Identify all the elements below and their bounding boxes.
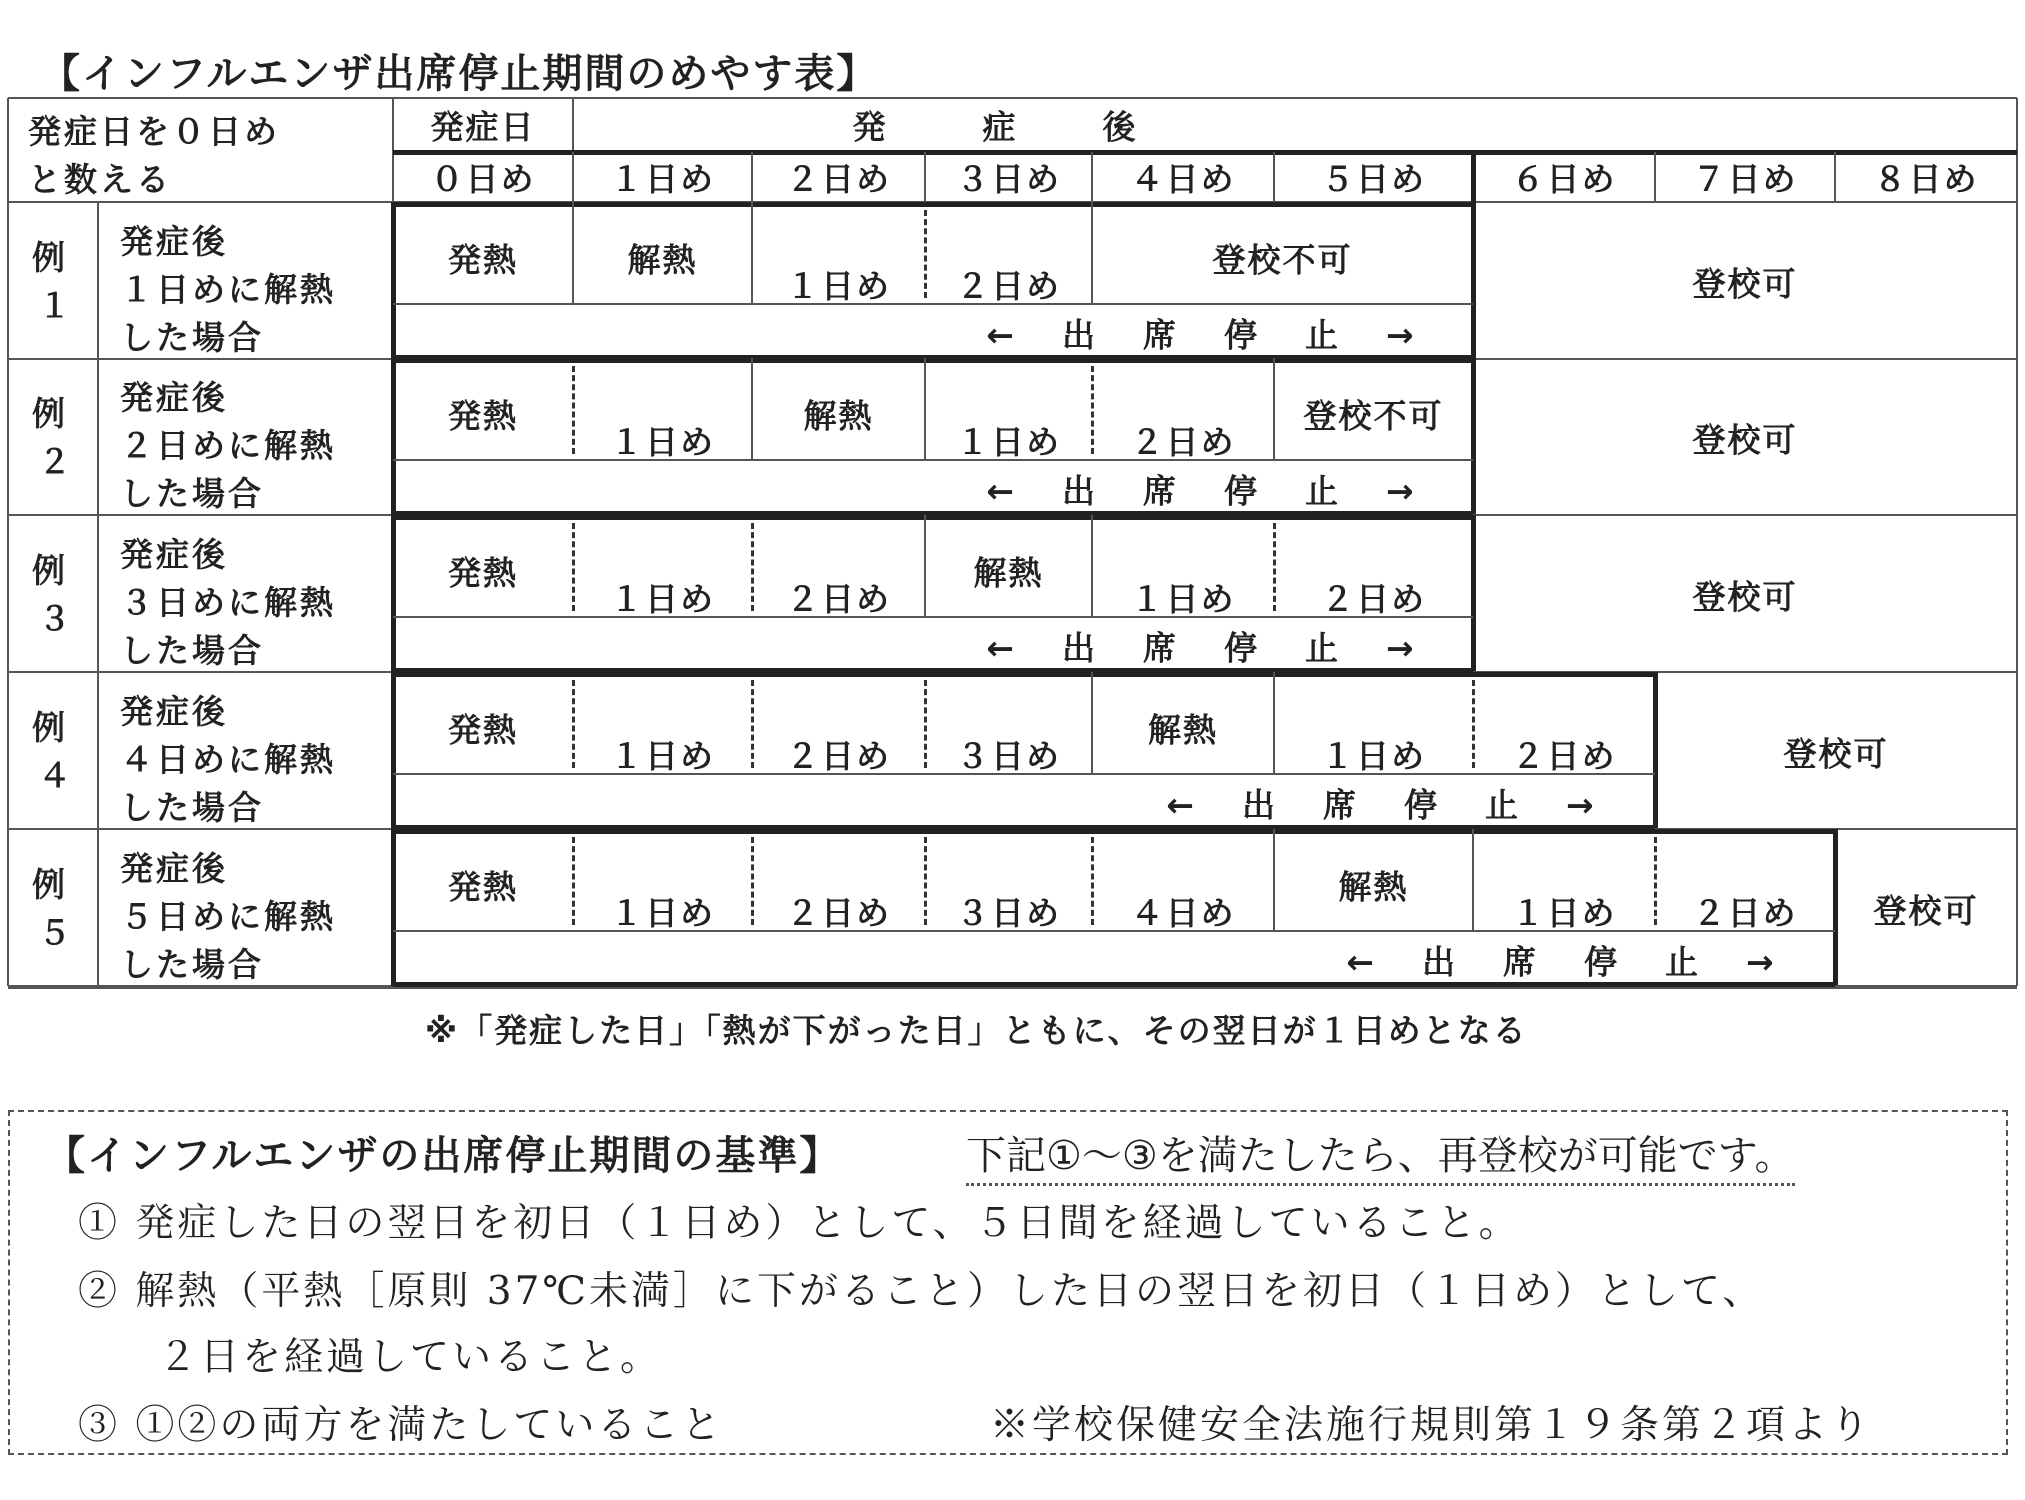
table-footnote: ※「発症した日」「熱が下がった日」ともに、その翌日が１日めとなる <box>425 1011 1528 1050</box>
example-number: ３ <box>38 599 74 638</box>
table-top-border <box>8 97 2017 99</box>
grid-line <box>1273 152 1275 202</box>
dashed-divider <box>1654 837 1657 925</box>
grid-line <box>1473 358 2017 360</box>
arrow-text: 停 <box>1224 471 1257 511</box>
timeline-cell: ２日め <box>786 579 891 619</box>
dashed-divider <box>751 837 754 925</box>
arrow-text: → <box>1746 942 1774 982</box>
arrow-text: 席 <box>1143 315 1176 355</box>
dashed-divider <box>572 837 575 925</box>
example-description: した場合 <box>120 788 264 827</box>
arrow-text: ← <box>986 315 1014 355</box>
grid-line <box>1091 202 1093 304</box>
example-description: ２日めに解熱 <box>120 426 336 465</box>
timeline-cell: 発熱 <box>448 396 518 436</box>
timeline-cell: ３日め <box>956 893 1061 933</box>
school-ok-label: 登校可 <box>1692 420 1798 460</box>
suspension-arrow <box>962 310 1437 357</box>
example-description: ５日めに解熱 <box>120 897 336 936</box>
timeline-cell: 解熱 <box>627 240 698 280</box>
grid-line <box>751 202 753 304</box>
dashed-divider <box>1273 523 1276 611</box>
grid-line <box>1472 829 1474 931</box>
suspension-box-right <box>1471 202 1476 359</box>
dashed-divider <box>1091 837 1094 925</box>
timeline-cell: １日め <box>956 422 1061 462</box>
grid-line <box>1273 672 1275 774</box>
arrow-text: 出 <box>1062 471 1095 511</box>
row-left-thick <box>391 672 396 829</box>
header-rowlabel-line2: と数える <box>28 160 172 199</box>
criteria-line-3: ２日を経過していること。 <box>158 1335 663 1380</box>
arrow-text: 席 <box>1503 942 1536 982</box>
arrow-text: 出 <box>1422 942 1455 982</box>
arrow-text: 止 <box>1305 628 1338 668</box>
row-left-thick <box>391 515 396 672</box>
timeline-cell: ２日め <box>1692 893 1798 933</box>
timeline-cell: １日め <box>610 579 715 619</box>
example-label: 例 <box>32 238 68 277</box>
criteria-line-2: ② 解熱（平熱［原則 37℃未満］に下がること）した日の翌日を初日（１日め）として、 <box>78 1269 1765 1314</box>
timeline-cell: ２日め <box>1511 736 1617 776</box>
arrow-text: 席 <box>1143 628 1176 668</box>
criteria-title: 【インフルエンザの出席停止期間の基準】 <box>45 1133 842 1179</box>
dashed-divider <box>751 680 754 768</box>
suspension-box-right <box>1653 672 1658 829</box>
timeline-cell: 解熱 <box>973 553 1044 593</box>
suspension-box-top <box>393 202 1473 207</box>
criteria-note: 下記①～③を満たしたら、再登校が可能です。 <box>966 1124 1795 1186</box>
page-title: 【インフルエンザ出席停止期間のめやす表】 <box>40 51 879 97</box>
timeline-cell: 解熱 <box>1338 867 1409 907</box>
example-number: ５ <box>38 913 74 952</box>
arrow-text: 出 <box>1242 785 1275 825</box>
row-number-divider <box>97 829 99 986</box>
header-after-onset-char: 症 <box>982 107 1018 147</box>
suspension-box-right <box>1833 829 1838 986</box>
header-onset-day: 発症日 <box>430 107 536 147</box>
timeline-cell: 発熱 <box>448 553 518 593</box>
grid-line <box>1273 358 1275 460</box>
header-day-8: ８日め <box>1873 159 1979 199</box>
arrow-text: 停 <box>1404 785 1437 825</box>
grid-line <box>1471 152 1476 202</box>
arrow-text: 停 <box>1584 942 1617 982</box>
timeline-cell: 発熱 <box>448 240 518 280</box>
grid-line <box>1654 152 1656 202</box>
grid-line <box>924 152 926 202</box>
arrow-text: 出 <box>1062 315 1095 355</box>
arrow-text: 止 <box>1305 315 1338 355</box>
example-description: ４日めに解熱 <box>120 740 336 779</box>
example-label: 例 <box>32 394 68 433</box>
timeline-cell: ４日め <box>1130 893 1236 933</box>
suspension-box-top <box>393 515 1473 520</box>
arrow-text: 止 <box>1485 785 1518 825</box>
arrow-text: ← <box>1346 942 1374 982</box>
suspension-box-right <box>1471 358 1476 515</box>
arrow-row-divider <box>393 459 1473 461</box>
arrow-text: 止 <box>1665 942 1698 982</box>
example-description: 発症後 <box>120 692 228 731</box>
example-label: 例 <box>32 708 68 747</box>
example-description: した場合 <box>120 631 264 670</box>
dashed-divider <box>924 837 927 925</box>
row-number-divider <box>97 202 99 359</box>
example-description: 発症後 <box>120 222 228 261</box>
arrow-text: ← <box>986 471 1014 511</box>
timeline-cell: １日め <box>1321 736 1426 776</box>
timeline-cell: 登校不可 <box>1212 240 1353 280</box>
grid-line <box>1091 515 1093 617</box>
header-day-3: ３日め <box>956 159 1061 199</box>
header-day-2: ２日め <box>786 159 891 199</box>
example-label: 例 <box>32 865 68 904</box>
suspension-box-top <box>393 672 1655 677</box>
dashed-divider <box>572 523 575 611</box>
example-description: した場合 <box>120 318 264 357</box>
header-day-0: ０日め <box>430 159 536 199</box>
grid-line <box>1091 672 1093 774</box>
suspension-box-top <box>393 829 1835 834</box>
table-right-border <box>2016 98 2018 986</box>
timeline-cell: 解熱 <box>803 396 874 436</box>
suspension-arrow <box>1322 937 1797 984</box>
example-description: 発症後 <box>120 378 228 417</box>
timeline-cell: ２日め <box>786 893 891 933</box>
timeline-cell: １日め <box>1130 579 1236 619</box>
example-description: した場合 <box>120 474 264 513</box>
timeline-cell: ３日め <box>956 736 1061 776</box>
example-number: １ <box>38 286 74 325</box>
row-left-thick <box>391 829 396 986</box>
timeline-cell: 登校不可 <box>1303 396 1444 436</box>
school-ok-label: 登校可 <box>1692 264 1798 304</box>
example-description: １日めに解熱 <box>120 270 336 309</box>
arrow-text: 出 <box>1062 628 1095 668</box>
row-left-thick <box>391 358 396 515</box>
timeline-cell: 解熱 <box>1148 710 1218 750</box>
header-after-onset-char: 発 <box>852 107 888 147</box>
header-rowlabel-line1: 発症日を０日め <box>28 112 280 151</box>
dashed-divider <box>572 680 575 768</box>
arrow-text: ← <box>986 628 1014 668</box>
timeline-cell: １日め <box>786 266 891 306</box>
row-number-divider <box>97 515 99 672</box>
arrow-text: 停 <box>1224 315 1257 355</box>
school-ok-label: 登校可 <box>1692 577 1798 617</box>
timeline-cell: ２日め <box>1321 579 1426 619</box>
dashed-divider <box>751 523 754 611</box>
criteria-source: ※学校保健安全法施行規則第１９条第２項より <box>990 1403 1873 1448</box>
school-ok-label: 登校可 <box>1873 891 1979 931</box>
header-day-4: ４日め <box>1130 159 1236 199</box>
arrow-text: → <box>1386 315 1414 355</box>
timeline-cell: １日め <box>610 893 715 933</box>
grid-line <box>751 358 753 460</box>
timeline-cell: ２日め <box>1130 422 1236 462</box>
timeline-cell: １日め <box>610 422 715 462</box>
example-description: した場合 <box>120 945 264 984</box>
grid-line <box>1835 985 2017 987</box>
suspension-arrow <box>962 466 1437 513</box>
header-day-7: ７日め <box>1692 159 1798 199</box>
row-left-thick <box>391 202 396 359</box>
suspension-box-right <box>1471 515 1476 672</box>
arrow-text: ← <box>1166 785 1194 825</box>
grid-line <box>572 202 574 304</box>
grid-line <box>1473 514 2017 516</box>
arrow-text: → <box>1386 628 1414 668</box>
dashed-divider <box>924 680 927 768</box>
school-ok-label: 登校可 <box>1783 734 1889 774</box>
example-number: ２ <box>38 442 74 481</box>
arrow-row-divider <box>393 303 1473 305</box>
suspension-box-top <box>393 358 1473 363</box>
header-day-5: ５日め <box>1321 159 1426 199</box>
grid-line <box>1273 829 1275 931</box>
timeline-cell: ２日め <box>786 736 891 776</box>
timeline-cell: ２日め <box>956 266 1061 306</box>
header-after-onset-char: 後 <box>1102 107 1138 147</box>
dashed-divider <box>1091 366 1094 454</box>
dashed-divider <box>924 210 927 298</box>
table-left-border <box>7 98 9 986</box>
timeline-cell: １日め <box>1511 893 1617 933</box>
grid-line <box>572 152 574 202</box>
row-number-divider <box>97 358 99 515</box>
timeline-cell: 発熱 <box>448 867 518 907</box>
arrow-text: 止 <box>1305 471 1338 511</box>
suspension-arrow <box>1142 780 1617 827</box>
arrow-text: 席 <box>1323 785 1356 825</box>
example-label: 例 <box>32 551 68 590</box>
timeline-cell: 発熱 <box>448 710 518 750</box>
example-description: 発症後 <box>120 535 228 574</box>
arrow-text: 停 <box>1224 628 1257 668</box>
row-number-divider <box>97 672 99 829</box>
criteria-line-1: ① 発症した日の翌日を初日（１日め）として、５日間を経過していること。 <box>78 1201 1521 1246</box>
dashed-divider <box>1472 680 1475 768</box>
arrow-text: 席 <box>1143 471 1176 511</box>
grid-line <box>924 515 926 617</box>
arrow-row-divider <box>393 616 1473 618</box>
criteria-line-4: ③ ①②の両方を満たしていること <box>78 1403 724 1448</box>
grid-line <box>924 358 926 460</box>
grid-line <box>1834 152 1836 202</box>
suspension-arrow <box>962 623 1437 670</box>
grid-line <box>1091 152 1093 202</box>
arrow-text: → <box>1386 471 1414 511</box>
example-description: 発症後 <box>120 849 228 888</box>
grid-line <box>751 152 753 202</box>
timeline-cell: １日め <box>610 736 715 776</box>
grid-line <box>572 98 574 152</box>
header-day-6: ６日め <box>1511 159 1617 199</box>
example-number: ４ <box>38 756 74 795</box>
header-day-1: １日め <box>610 159 715 199</box>
example-description: ３日めに解熱 <box>120 583 336 622</box>
dashed-divider <box>572 366 575 454</box>
arrow-text: → <box>1566 785 1594 825</box>
table-bottom-border <box>8 987 2017 989</box>
